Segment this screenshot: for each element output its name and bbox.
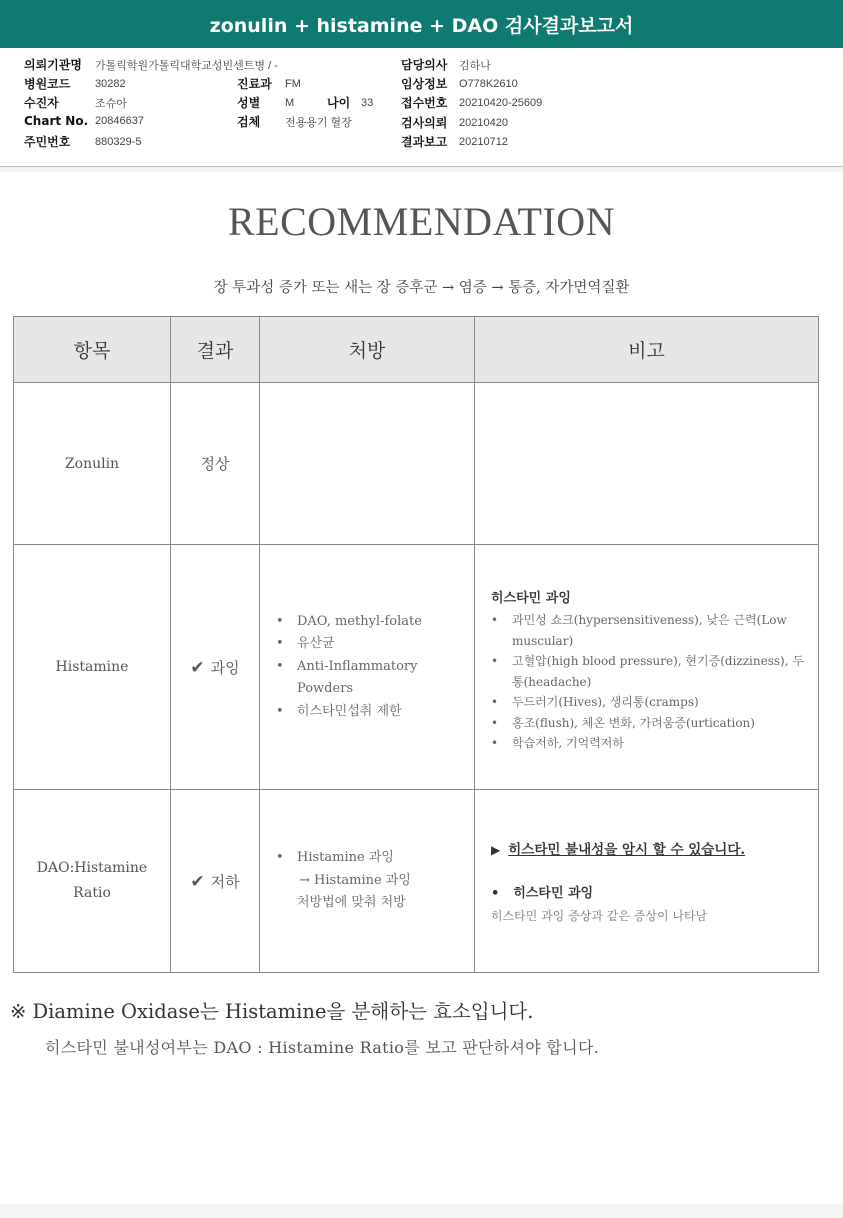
patient-row (24, 94, 127, 111)
list-item: • 두드러기(Hives), 생리통(cramps) (491, 692, 808, 713)
list-item: • 홍조(flush), 체온 변화, 가려움증(urtication) (491, 713, 808, 734)
sex-row (237, 94, 373, 111)
histamine-result: 과잉 (210, 658, 240, 677)
dao-note-warning (491, 838, 818, 858)
histamine-result-cell (171, 545, 260, 790)
receipt-value: 20210420-25609 (459, 96, 543, 109)
specimen-row (237, 113, 352, 130)
code-label: 병원코드 (24, 77, 71, 91)
request-label: 검사의뢰 (401, 116, 448, 130)
doctor-row (401, 56, 491, 73)
rrn-row (24, 133, 142, 150)
column-header-item: 항목 (14, 317, 171, 383)
code-value: 30282 (95, 77, 126, 90)
sex-label: 성별 (237, 96, 261, 110)
table-header-row (14, 317, 819, 383)
hospital-row (24, 56, 278, 73)
zonulin-prescription (260, 383, 475, 545)
patient-label: 수진자 (24, 96, 59, 110)
list-item: • 고혈압(high blood pressure), 현기증(dizziness), 두통(headache) (491, 651, 808, 692)
list-item: • DAO, methyl-folate (276, 611, 474, 634)
hospital-value: 가톨릭학원가톨릭대학교성빈센트병 / - (95, 59, 278, 72)
dao-prescription-list (260, 847, 474, 915)
dao-result: 저하 (210, 872, 240, 891)
zonulin-note (475, 383, 819, 545)
receipt-label: 접수번호 (401, 96, 448, 110)
check-icon: ✔ (190, 871, 205, 892)
dao-note-warning-text: 히스타민 불내성을 암시 할 수 있습니다. (508, 842, 746, 858)
list-item (276, 847, 474, 915)
dao-prescription (260, 790, 475, 973)
dao-item (14, 790, 171, 973)
rrn-label: 주민번호 (24, 135, 71, 149)
histamine-prescription-list (260, 611, 474, 724)
request-value: 20210420 (459, 116, 508, 129)
table-row-histamine (14, 545, 819, 790)
dao-note-heading-text: 히스타민 과잉 (513, 886, 594, 901)
bullet-icon: • (491, 886, 500, 901)
rrn-value: 880329-5 (95, 135, 142, 148)
list-item: • 유산균 (276, 633, 474, 656)
patient-value: 조슈아 (95, 97, 127, 110)
specimen-label: 검체 (237, 115, 261, 129)
histamine-note-list (475, 610, 818, 754)
hospital-label: 의뢰기관명 (24, 58, 82, 72)
footnote-secondary: 히스타민 불내성여부는 DAO : Histamine Ratio를 보고 판단하셔야 합니다. (45, 1038, 600, 1057)
list-item: • 학습저하, 기억력저하 (491, 733, 808, 754)
zonulin-item: Zonulin (14, 383, 171, 545)
dept-row (237, 75, 301, 92)
check-icon: ✔ (190, 657, 205, 678)
list-item: • 히스타민섭취 제한 (276, 701, 474, 724)
clinical-label: 임상정보 (401, 77, 448, 91)
dept-value: FM (285, 77, 301, 90)
column-header-note: 비고 (475, 317, 819, 383)
specimen-value: 전용용기 혈장 (285, 116, 352, 129)
dao-item-line1: DAO:Histamine (36, 860, 148, 876)
code-row (24, 75, 126, 92)
list-item: • Anti-Inflammatory Powders (276, 656, 474, 701)
column-header-prescription: 처방 (260, 317, 475, 383)
histamine-note (475, 545, 819, 790)
dept-label: 진료과 (237, 77, 272, 91)
dao-note (475, 790, 819, 973)
column-header-result: 결과 (171, 317, 260, 383)
chart-row (24, 114, 144, 128)
recommendation-subtitle: 장 투과성 증가 또는 새는 장 증후군 → 염증 → 통증, 자가면역질환 (213, 280, 630, 296)
request-row (401, 114, 508, 131)
table-row-zonulin (14, 383, 819, 545)
dao-result-cell (171, 790, 260, 973)
clinical-row (401, 75, 518, 92)
list-item: • 과민성 쇼크(hypersensitiveness), 낮은 근력(Low muscular) (491, 610, 808, 651)
histamine-note-heading: 히스타민 과잉 (491, 591, 571, 606)
age-label: 나이 (327, 96, 351, 110)
receipt-row (401, 94, 542, 111)
age-value: 33 (361, 96, 374, 109)
report-label: 결과보고 (401, 135, 448, 149)
clinical-value: O778K2610 (459, 77, 518, 90)
dao-note-heading (491, 882, 818, 901)
zonulin-result: 정상 (171, 383, 260, 545)
patient-info-panel (0, 48, 843, 167)
chart-label: Chart No. (24, 114, 89, 128)
triangle-right-icon: ▶ (491, 843, 501, 857)
dao-prescription-line1: • Histamine 과잉 (297, 850, 394, 866)
report-row (401, 133, 508, 150)
dao-note-body: 히스타민 과잉 증상과 같은 증상이 나타남 (491, 909, 708, 923)
recommendation-table (13, 316, 819, 973)
doctor-label: 담당의사 (401, 58, 448, 72)
chart-value: 20846637 (95, 115, 144, 127)
report-title: zonulin + histamine + DAO 검사결과보고서 (209, 14, 634, 37)
recommendation-page (0, 172, 843, 1204)
report-value: 20210712 (459, 135, 508, 148)
dao-prescription-line2: → Histamine 과잉 (299, 872, 411, 888)
histamine-item: Histamine (14, 545, 171, 790)
dao-prescription-line3: 처방법에 맞춰 처방 (297, 895, 406, 911)
doctor-value: 김하나 (459, 59, 491, 72)
histamine-prescription (260, 545, 475, 790)
sex-value: M (285, 96, 295, 109)
footnote-primary: ※ Diamine Oxidase는 Histamine을 분해하는 효소입니다. (10, 1000, 534, 1023)
report-title-bar (0, 0, 843, 48)
dao-item-line2: Ratio (73, 885, 111, 901)
recommendation-title: RECOMMENDATION (228, 199, 615, 244)
table-row-dao (14, 790, 819, 973)
